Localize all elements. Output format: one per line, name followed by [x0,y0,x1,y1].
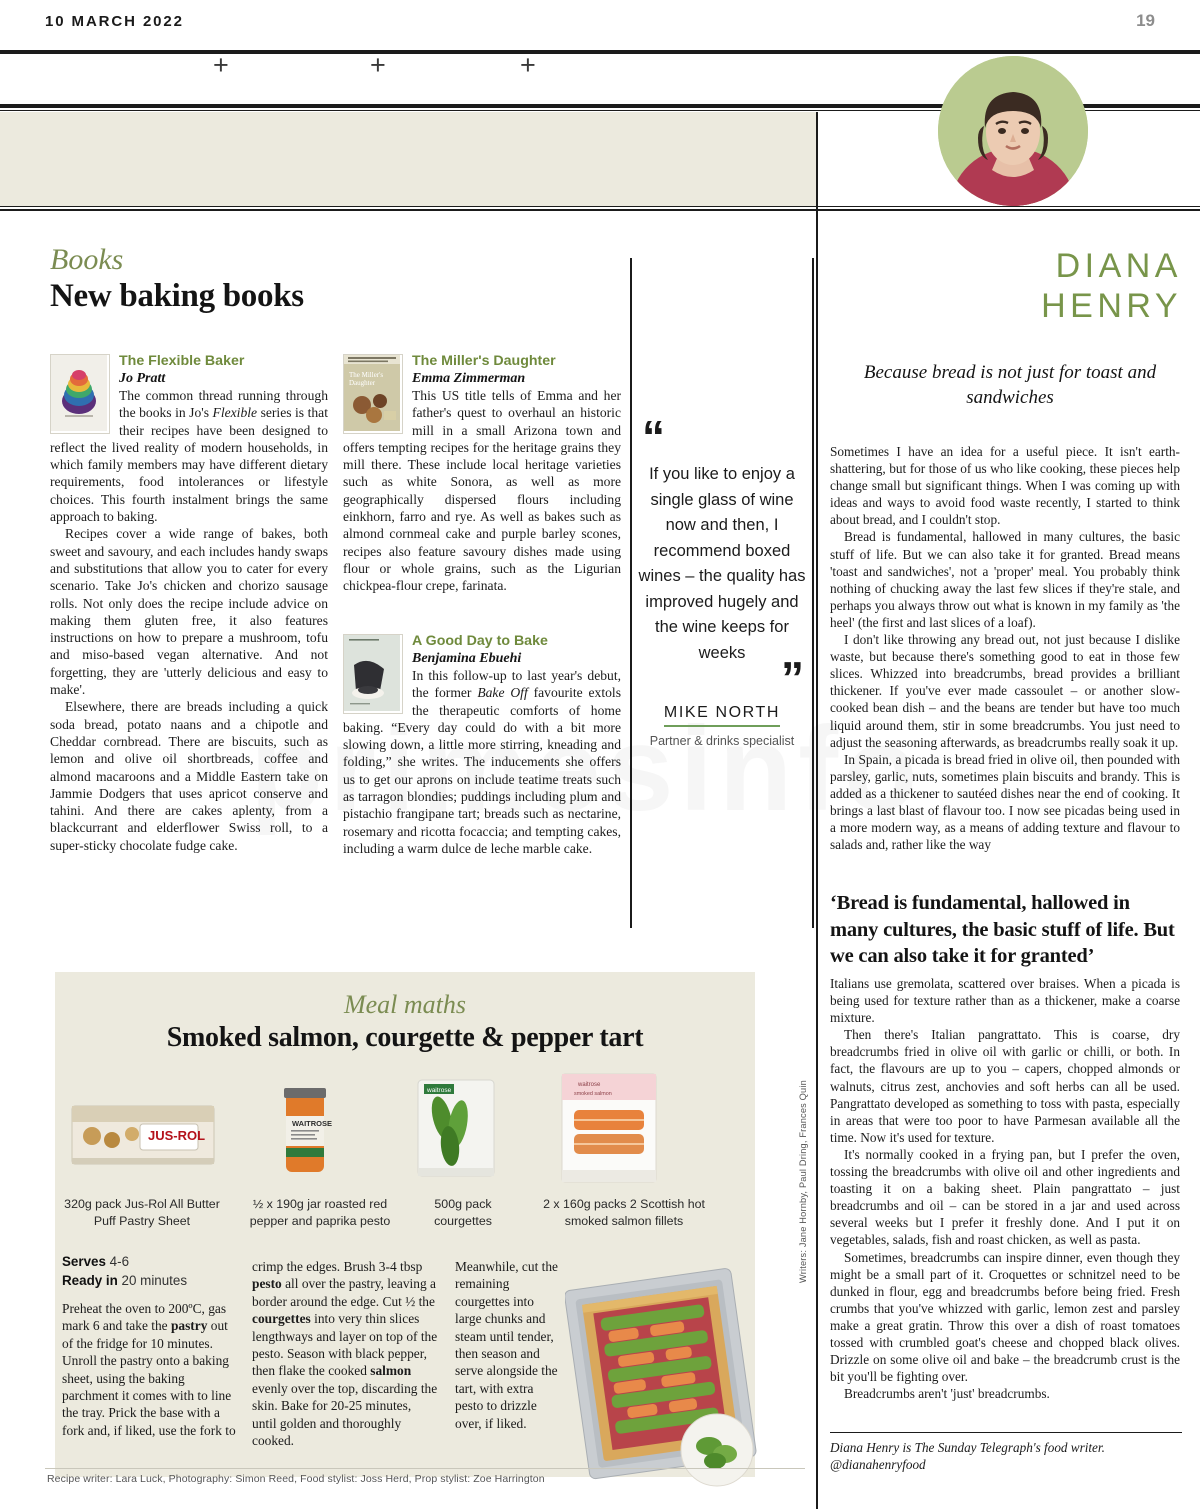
book-paragraph: In this follow-up to last year's debut, the former Bake Off favourite extols the therapeutic comforts of home baking. “Every day could do with a bit more slowing down, a little more stirring, kneading and folding,” she writes. The inducements she offers us to get our aprons on include teatime treats such as tarragon blondies; puddings including plum and pistachio frangipane tart; breads such as nectarine, rosemary and ricotta focaccia; and tempting cakes, including a warm dulce de leche marble cake. [343,668,621,856]
columnist-footer-line2: @dianahenryfood [830,1456,926,1472]
columnist-body-bottom [830,975,1180,1402]
book-title: A Good Day to Bake [412,633,548,649]
serves-label: Serves [62,1254,106,1269]
book-author: Jo Pratt [119,371,166,386]
columnist-footer-line1: Diana Henry is The Sunday Telegraph's food writer. [830,1440,1105,1455]
book-paragraph: Recipes cover a wide range of bakes, both sweet and savoury, and each includes handy swaps and substitutions that allow you to cater for every scenario. Take Jo's chicken and chorizo sausage rolls. Not only does the recipe include advice on making them gluten free, it also features instructions on how to prepare a mushroom, tofu and miso-based vegan alternative. And not forgetting, they are 'utterly delicious and easy to make'. [50,526,328,698]
book-title: The Miller's Daughter [412,353,556,369]
ingredient-image-pastry [68,1078,206,1196]
columnist-footer [830,1440,1182,1473]
issue-date: 10 MARCH 2022 [45,13,184,30]
ready-in-label: Ready in [62,1273,118,1288]
quote-rule-right [812,258,814,928]
plus-symbol: + [370,50,386,80]
book-author: Emma Zimmerman [412,371,526,386]
books-headline: New baking books [50,278,304,314]
meal-maths-title: Smoked salmon, courgette & pepper tart [166,1022,644,1053]
svg-text:smoked salmon: smoked salmon [574,1091,612,1097]
columnist-paragraph: Sometimes, breadcrumbs can inspire dinner, even though they might be a small part of it. Croquettes or schnitzel need to be dunked in flour, egg and breadcrumbs before being fried. Fresh crumbs that you've whizzed with garlic, lemon zest and parsley make a great gratin. Throw this over a dish of roast tomatoes tossed with crumbled goat's cheese and chopped black olives. Drizzle on some olive oil and bake – the breadcrumb crust is the bit you'll be fighting over. [830,1249,1180,1385]
book-cover-thumbnail [50,354,110,434]
recipe-method-column-2: crimp the edges. Brush 3-4 tbsp pesto all over the pastry, leaving a border around the edge. Cut ½ the courgettes into very thin slices lengthways and layer on top of the pesto. Season with black pepper, then flake the cooked salmon evenly over the top, discarding the skin. Bake for 20-25 minutes, until golden and thoroughly cooked. [252,1259,438,1449]
page-number: 19 [1136,11,1155,30]
recipe-meta [62,1252,187,1290]
svg-text:JUS-ROL: JUS-ROL [148,1128,206,1143]
columnist-last-name: HENRY [1041,287,1182,325]
columnist-standfirst: Because bread is not just for toast and sandwiches [863,362,1157,408]
book-paragraph: The common thread running through the books in Jo's Flexible series is that their recipes have been designed to reflect the lived reality of modern households, in which family members may have different dietary requirements, food intolerances or lifestyle choices. This fourth instalment brings the same approach to baking. [50,388,328,525]
columnist-first-name: DIANA [1055,247,1182,285]
recipe-credits: Recipe writer: Lara Luck, Photography: Simon Reed, Food stylist: Joss Herd, Prop stylist: Zoe Harrington [47,1473,545,1485]
columnist-paragraph: Then there's Italian pangrattato. This is coarse, dry breadcrumbs fried in olive oil with garlic or chilli, or both. In fact, the flavours are up to you – capers, chopped almonds or walnuts, citrus zest, anchovies and soft herbs can all be used. Pangrattato developed as something to toss with pasta, especially in areas that were too poor to have Parmesan available all the time. Now it's used for texture. [830,1027,1180,1145]
ingredient-caption: 320g pack Jus-Rol All Butter Puff Pastry Sheet [64,1197,220,1228]
columnist-paragraph: It's normally cooked in a frying pan, but I prefer the oven, tossing the breadcrumbs with olive oil and other ingredients and toasting it on a baking sheet. Plain pangrattato – just breadcrumbs and oil – can be stored in a jar and used across several weeks but I prefer it freshly done. And I put it on vegetables, salads, fish and roast chicken, as well as pasta. [830,1146,1180,1248]
columnist-portrait [938,56,1088,206]
columnist-paragraph: I don't like throwing any bread out, not just because I dislike waste, but because there's something good to eat in those few slices. Whizzed into breadcrumbs, bread provides a brilliant thickener. If you've ever made cassoulet – or another slow-cooked bean dish – and the beans are tender but have too much liquid around them, stir in some breadcrumbs. You just need to adjust the seasoning afterwards, as breadcrumbs really soak it up. [830,632,1180,750]
pull-quote [638,411,806,748]
plus-symbol: + [520,50,536,80]
book-title: The Flexible Baker [119,353,245,369]
ready-in-value: 20 minutes [121,1273,188,1288]
svg-text:Daughter: Daughter [349,379,376,387]
svg-text:waitrose: waitrose [578,1082,601,1088]
masthead [0,0,1200,50]
meal-maths-kicker: Meal maths [343,990,467,1019]
svg-text:waitrose: waitrose [427,1087,452,1094]
book-cover-thumbnail [343,634,403,714]
ingredient-caption: 500g pack courgettes [434,1197,492,1228]
ingredient-caption: ½ x 190g jar roasted red pepper and paprika pesto [249,1197,391,1228]
quote-open-mark: “ [642,411,663,463]
book-entry-flexible-baker [50,352,328,854]
books-kicker: Books [50,243,124,276]
ingredient-image-courgettes [404,1072,528,1190]
quote-attribution-name: MIKE NORTH [664,704,780,727]
book-author: Benjamina Ebuehi [412,651,522,666]
band-bottom-rule2 [0,209,1200,211]
quote-close-mark: ” [781,652,802,704]
plus-symbol: + [213,50,229,80]
serves-value: 4-6 [109,1254,130,1269]
writers-credit: Writers: Jane Hornby, Paul Dring, Frances Quin [798,1080,808,1283]
columnist-paragraph: In Spain, a picada is bread fried in olive oil, then pounded with parsley, garlic, nuts, sometimes plain biscuits and brandy. This is added as a thickener to sautéed dishes near the end of cooking. It brings a last blast of flavour too. I now see picadas being used in a more modern way, as a means of adding texture and flavour to salads and, rather like the way [830,751,1180,853]
ingredient-caption: 2 x 160g packs 2 Scottish hot smoked salmon fillets [543,1197,705,1228]
columnist-paragraph: Sometimes I have an idea for a useful piece. It isn't earth-shattering, but for those of us who like cooking, these pieces help change small but significant things. When I was coming up with ideas and ways to avoid food waste recently, I started to think about bread, and I couldn't stop. [830,444,1180,528]
quote-rule-left [630,258,632,928]
recipe-method-column-3: Meanwhile, cut the remaining courgettes into large chunks and steam until tender, then season and serve alongside the tart, with extra pesto to drizzle over, if liked. [455,1259,558,1431]
book-paragraph: This US title tells of Emma and her father's quest to overhaul an historic mill in a small Arizona town and offers tempting recipes for the heritage grains they mill there. These include local heritage varieties such as white Sonora, as well as more geographically dispersed flours including einkhorn, farro and rye. As well as bakes such as almond cornmeal cake and purple barley scones, recipes also feature savoury dishes made using flour or whole grains, such as the Ligurian chickpea-flour crepe, farinata. [343,388,621,594]
quote-text: If you like to enjoy a single glass of wine now and then, I recommend boxed wines – the quality has improved hugely and the wine keeps for weeks [638,465,806,662]
columnist-paragraph: Bread is fundamental, hallowed in many cultures, the basic stuff of life. But we can also take it for granted. Bread means 'toast and sandwiches', not a 'proper' meal. You probably think nothing of chucking away the last few slices if they're stale, and perhaps you always throw out what is known in my family as 'the heel' (the first and last slices of a loaf). [830,529,1180,630]
columnist-footer-rule [830,1432,1182,1433]
columnist-body-top [830,443,1180,853]
book-entry-good-day-to-bake [343,632,621,857]
columnist-paragraph: Italians use gremolata, scattered over braises. When a picada is being used for texture rather than as a thickener, make a coarse mixture. [830,976,1180,1026]
header-rule-top [0,50,1200,54]
svg-text:WAITROSE: WAITROSE [292,1119,333,1128]
book-paragraph: Elsewhere, there are breads including a quick soda bread, potato naans and a chipotle and Cheddar cornbread. There are biscuits, such as lemon and olive oil shortbreads, coffee and almond macaroons and a Middle Eastern take on Jammie Dodgers that uses apricot conserve and tahini. And there are cakes aplenty, from a blackcurrant and elderflower Swiss roll, to a super-sticky chocolate fudge cake. [50,699,328,853]
svg-text:The Miller's: The Miller's [349,371,384,379]
band-bottom-rule [0,206,1200,207]
recipe-method-column-1: Preheat the oven to 200ºC, gas mark 6 and take the pastry out of the fridge for 10 minutes. Unroll the pastry onto a baking sheet, using the baking parchment it comes with to line the tray. Prick the base with a fork and, if liked, use the fork to [62,1301,236,1438]
columnist-pull-heading: ‘Bread is fundamental, hallowed in many cultures, the basic stuff of life. But we can also take it for granted’ [830,892,1175,967]
credit-divider [45,1468,805,1469]
columnist-paragraph: Breadcrumbs aren't 'just' breadcrumbs. [844,1386,1050,1402]
book-entry-millers-daughter [343,352,621,595]
columnist-name [838,246,1182,326]
quote-attribution-role: Partner & drinks specialist [649,734,795,748]
ingredient-image-salmon [552,1070,676,1188]
finished-tart-photo [565,1258,765,1498]
book-cover-thumbnail [343,354,403,434]
ingredient-image-pesto [250,1078,374,1196]
